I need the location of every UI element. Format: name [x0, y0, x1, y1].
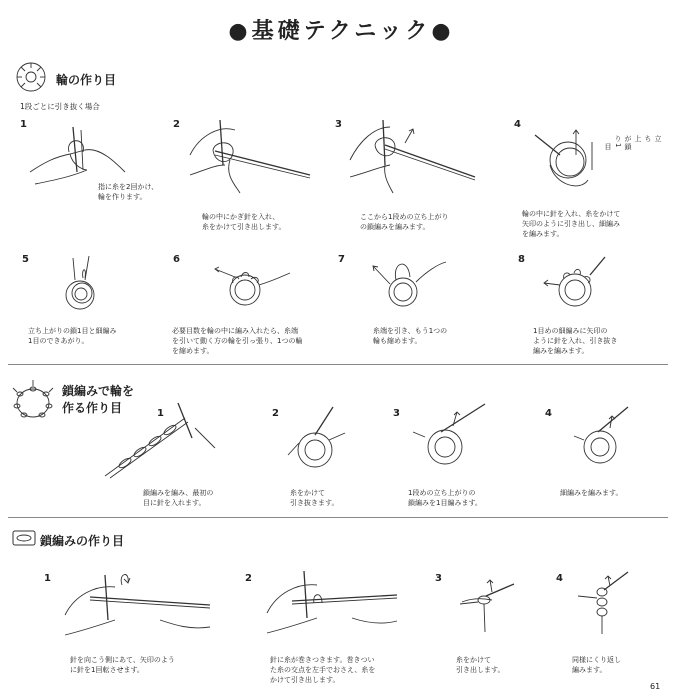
- caption-line: 引き出します。: [456, 666, 505, 674]
- caption-line: 指に糸を2回かけ、: [98, 183, 159, 191]
- caption-line: を編みます。: [522, 230, 564, 238]
- s1-step7-num: 7: [338, 254, 345, 265]
- s3-step3-num: 3: [435, 573, 442, 584]
- caption-line: 編みます。: [572, 666, 607, 674]
- page-number: 61: [650, 682, 661, 691]
- s3-step3-illustration: [452, 570, 522, 640]
- s3-step2-caption: [270, 655, 375, 685]
- s1-step8-num: 8: [518, 254, 525, 265]
- caption-line: 鎖1目: [604, 143, 632, 150]
- s1-step3-num: 3: [335, 119, 342, 130]
- caption-line: 針に糸が巻きつきます。巻きつい: [270, 656, 375, 664]
- caption-line: 鎖編みを1目編みます。: [408, 499, 482, 507]
- caption-line: 編みを編みます。: [533, 347, 589, 355]
- page-title: ●基礎テクニック●: [228, 19, 455, 44]
- caption-line: 輪の中に針を入れ、糸をかけて: [522, 210, 621, 218]
- caption-line: 輪を作ります。: [98, 193, 147, 201]
- s3-step1-caption: [70, 655, 175, 675]
- caption-line: 同様にくり返し: [572, 656, 621, 664]
- s3-step3-caption: [456, 655, 504, 675]
- s1-step4-caption: [522, 209, 620, 239]
- heading-line: 鎖編みで輪を: [62, 384, 135, 398]
- caption-line: を引いて動く方の輪を引っ張り、1つの輪: [172, 337, 303, 345]
- caption-line: 1目めの細編みに矢印の: [533, 327, 608, 335]
- caption-line: ここから1段めの立ち上がり: [360, 213, 449, 221]
- section1-subnote: 1段ごとに引き抜く場合: [20, 102, 100, 111]
- section3-heading: 鎖編みの作り目: [40, 534, 125, 548]
- s2-step3-caption: [408, 488, 482, 508]
- s2-step3-num: 3: [393, 408, 400, 419]
- caption-line: 矢印のように引き出し、細編み: [522, 220, 620, 228]
- caption-line: 糸をかけて: [290, 489, 325, 497]
- s2-step1-caption: [143, 488, 213, 508]
- caption-line: た糸の交点を左手でおさえ、糸を: [270, 666, 376, 674]
- caption-line: の鎖編みを編みます。: [360, 223, 430, 231]
- s1-step5-num: 5: [22, 254, 29, 265]
- caption-line: ように針を入れ、引き抜き: [533, 337, 618, 345]
- caption-line: 細編みを編みます。: [560, 489, 623, 497]
- s1-step5-illustration: [55, 250, 115, 320]
- s2-step4-caption: [560, 488, 622, 498]
- caption-line: 目に針を入れます。: [143, 499, 206, 507]
- heading-line: 作る作り目: [62, 401, 123, 415]
- s3-step4-illustration: [572, 568, 642, 640]
- s2-step1-num: 1: [157, 408, 164, 419]
- s2-step4-num: 4: [545, 408, 552, 419]
- s3-step2-num: 2: [245, 573, 252, 584]
- s2-step2-illustration: [285, 405, 355, 480]
- s1-step8-caption: [533, 326, 617, 356]
- caption-line: 1段めの立ち上がりの: [408, 489, 476, 497]
- s3-step2-illustration: [262, 563, 402, 643]
- s1-step3-caption: [360, 212, 448, 232]
- caption-line: 糸をかけて: [456, 656, 491, 664]
- s2-step2-num: 2: [272, 408, 279, 419]
- caption-line: 立ち上がりの鎖1目と細編み: [28, 327, 117, 335]
- caption-line: に針を1回転させます。: [70, 666, 144, 674]
- caption-line: 必要目数を輪の中に編み入れたら、糸端: [172, 327, 298, 335]
- chain-ring-symbol-icon: [10, 378, 56, 424]
- s2-step2-caption: [290, 488, 338, 508]
- s1-step2-caption: [202, 212, 285, 232]
- s1-step6-num: 6: [173, 254, 180, 265]
- s1-step4-illustration: [530, 120, 610, 200]
- section-divider: [8, 364, 668, 365]
- s1-step8-illustration: [540, 255, 610, 320]
- s1-step7-caption: [373, 326, 447, 346]
- s1-step1-caption: [98, 182, 158, 202]
- section1-heading: 輪の作り目: [56, 73, 117, 87]
- s1-step3-illustration: [345, 115, 485, 195]
- caption-line: を縮めます。: [172, 347, 214, 355]
- caption-line: 1目のできあがり。: [28, 337, 89, 345]
- caption-line: 糸をかけて引き出します。: [202, 223, 286, 231]
- s1-step6-caption: [172, 326, 302, 356]
- s1-step6-illustration: [205, 255, 295, 315]
- s3-step1-illustration: [60, 565, 220, 645]
- s1-step7-illustration: [368, 252, 448, 317]
- caption-line: 鎖編みを編み、最初の: [143, 489, 214, 497]
- chain-symbol-icon: [12, 530, 36, 546]
- s2-step3-illustration: [405, 402, 495, 477]
- s1-step2-num: 2: [173, 119, 180, 130]
- s3-step4-num: 4: [556, 573, 563, 584]
- s1-step1-num: 1: [20, 119, 27, 130]
- s3-step1-num: 1: [44, 573, 51, 584]
- caption-line: かけて引き出します。: [270, 676, 340, 684]
- caption-line: 立ち上がり: [614, 135, 662, 142]
- s1-step5-caption: [28, 326, 116, 346]
- ring-symbol-icon: [14, 60, 48, 94]
- s1-step4-num: 4: [514, 119, 521, 130]
- s2-step1-illustration: [100, 398, 220, 483]
- s1-step2-illustration: [185, 115, 320, 195]
- section-divider: [8, 517, 668, 518]
- caption-line: 引き抜きます。: [290, 499, 339, 507]
- s2-step4-illustration: [570, 402, 640, 477]
- caption-line: 糸端を引き、もう1つの: [373, 327, 448, 335]
- caption-line: 輪の中にかぎ針を入れ、: [202, 213, 280, 221]
- caption-line: 針を向こう側にあて、矢印のよう: [70, 656, 175, 664]
- s3-step4-caption: [572, 655, 621, 675]
- caption-line: 輪も縮めます。: [373, 337, 422, 345]
